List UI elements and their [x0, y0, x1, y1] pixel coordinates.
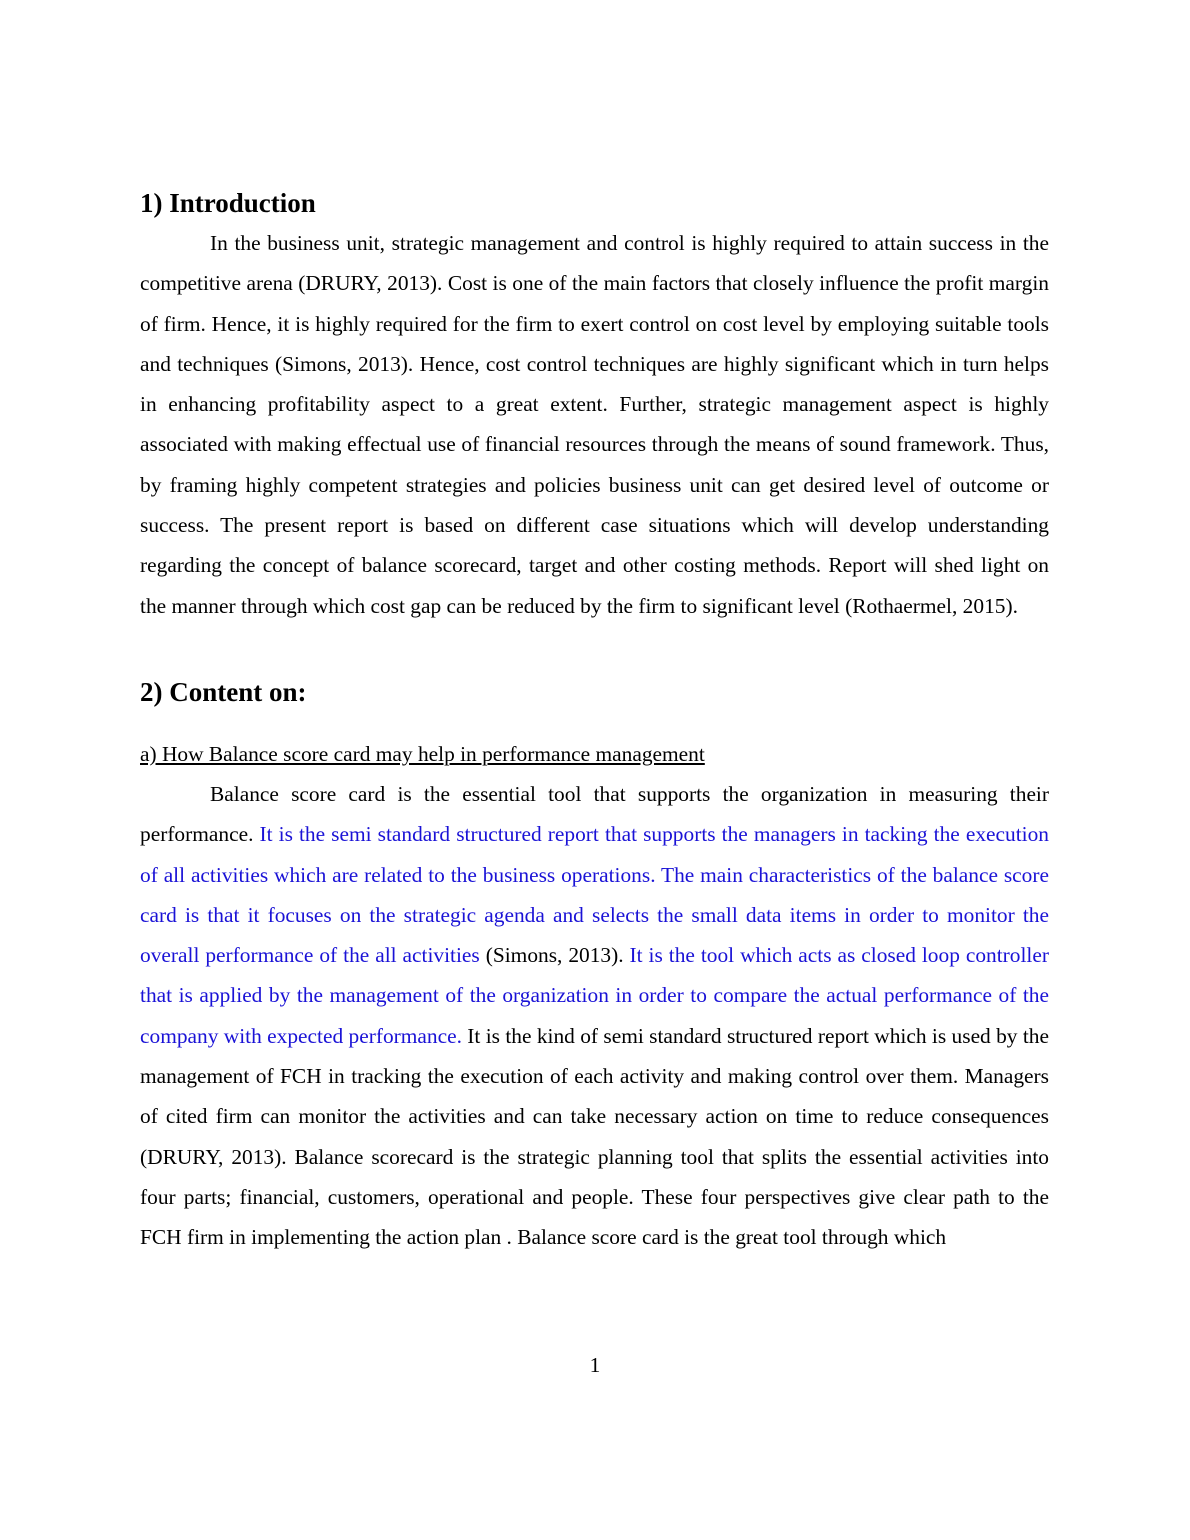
introduction-paragraph: In the business unit, strategic management and control is highly required to attain success in the competitive arena (DRURY, 2013). Cost is one of the main factors that closely influence the profit margin of firm. Hence, it is highly required for the firm to exert control on cost level by employing suitable tools and techniques (Simons, 2013). Hence, cost control techniques are highly significant which in turn helps in enhancing profitability aspect to a great extent. Further, strategic management aspect is highly associated with making effectual use of financial resources through the means of sound framework. Thus, by framing highly competent strategies and policies business unit can get desired level of outcome or success. The present report is based on different case situations which will develop understanding regarding the concept of balance scorecard, target and other costing methods. Report will shed light on the manner through which cost gap can be reduced by the firm to significant level (Rothaermel, 2015).	[140, 231, 1049, 618]
page-content	[140, 183, 1049, 1258]
section-spacer	[140, 626, 1049, 672]
section-heading-introduction: 1) Introduction	[140, 188, 316, 218]
page-number: 1	[589, 1353, 601, 1377]
paragraph-text-part: Balance score card is the essential tool that supports the organization in measuring their performance.	[140, 781, 1049, 847]
highlighted-text-part: It is the semi standard structured report that supports the managers in tacking the execution of all activities which are related to the business operations. The main characteristics of the balance score card is that it focuses on the strategic agenda and selects the small data items in order to monitor the overall performance of the all activities	[140, 822, 1049, 968]
highlighted-text-part: It is the tool which acts as closed loop controller that is applied by the management of the organization in order to compare the actual performance of the company with expected performance.	[140, 943, 1049, 1048]
section-heading-content: 2) Content on:	[140, 676, 307, 707]
paragraph-text-part: It is the kind of semi standard structured report which is used by the management of FCH in tracking the execution of each activity and making control over them. Managers of cited firm can monitor the activities and can take necessary action on time to reduce consequences (DRURY, 2013). Balance scorecard is the strategic planning tool that splits the essential activities into four parts; financial, customers, operational and people. These four perspectives give clear path to the FCH firm in implementing the action plan . Balance score card is the great tool through which	[140, 1023, 1049, 1250]
paragraph-text-part: (Simons, 2013).	[479, 943, 630, 968]
balance-score-card-paragraph	[140, 774, 1049, 1258]
subheading-balance-score-card: a) How Balance score card may help in performance management	[140, 741, 705, 766]
